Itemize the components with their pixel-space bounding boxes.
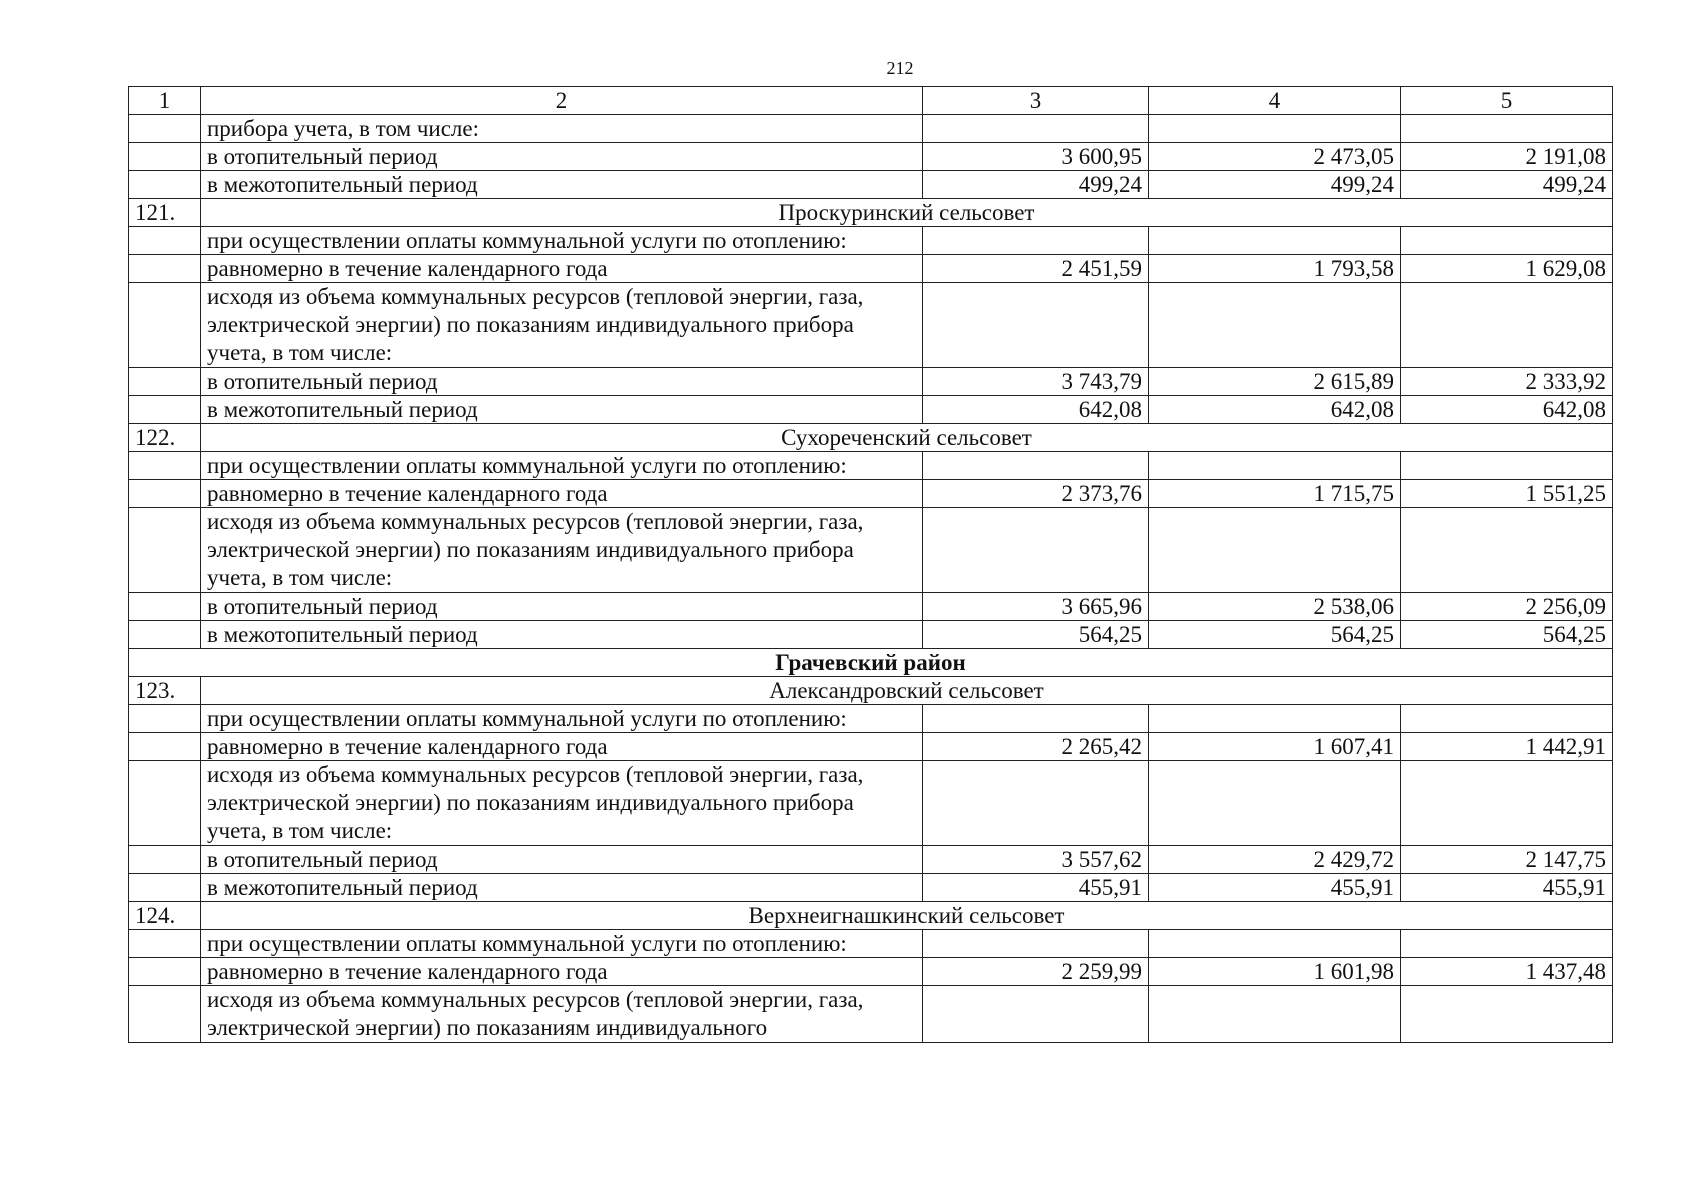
row-description: равномерно в течение календарного года xyxy=(201,255,923,283)
row-number xyxy=(129,115,201,143)
section-title: Александровский сельсовет xyxy=(201,677,1613,705)
row-number: 121. xyxy=(129,199,201,227)
table-row xyxy=(129,115,1613,143)
value-col-5: 1 442,91 xyxy=(1401,733,1613,761)
row-number xyxy=(129,986,201,1043)
row-number xyxy=(129,705,201,733)
row-description: при осуществлении оплаты коммунальной услуги по отоплению: xyxy=(201,227,923,255)
row-number xyxy=(129,733,201,761)
value-col-5: 455,91 xyxy=(1401,874,1613,902)
table-row xyxy=(129,171,1613,199)
row-description: равномерно в течение календарного года xyxy=(201,958,923,986)
row-number xyxy=(129,846,201,874)
value-col-5: 2 191,08 xyxy=(1401,143,1613,171)
value-col-5: 2 333,92 xyxy=(1401,368,1613,396)
table-row xyxy=(129,705,1613,733)
row-number xyxy=(129,621,201,649)
value-col-3: 499,24 xyxy=(923,171,1149,199)
value-col-4 xyxy=(1149,508,1401,593)
value-col-3: 2 451,59 xyxy=(923,255,1149,283)
value-col-3: 2 373,76 xyxy=(923,480,1149,508)
value-col-4: 499,24 xyxy=(1149,171,1401,199)
row-description: в отопительный период xyxy=(201,143,923,171)
row-description: исходя из объема коммунальных ресурсов (тепловой энергии, газа, электрической энергии) по показаниям индивидуального прибора учета, в том числе: xyxy=(201,283,923,368)
value-col-5 xyxy=(1401,705,1613,733)
value-col-3 xyxy=(923,508,1149,593)
table-row xyxy=(129,846,1613,874)
section-title: Проскуринский сельсовет xyxy=(201,199,1613,227)
row-number xyxy=(129,143,201,171)
row-description: исходя из объема коммунальных ресурсов (тепловой энергии, газа, электрической энергии) по показаниям индивидуального прибора учета, в том числе: xyxy=(201,508,923,593)
row-number xyxy=(129,396,201,424)
section-title: Верхнеигнашкинский сельсовет xyxy=(201,902,1613,930)
table-row xyxy=(129,143,1613,171)
row-number xyxy=(129,958,201,986)
row-number xyxy=(129,227,201,255)
value-col-3: 642,08 xyxy=(923,396,1149,424)
row-description: в отопительный период xyxy=(201,593,923,621)
value-col-3 xyxy=(923,227,1149,255)
value-col-3 xyxy=(923,986,1149,1043)
row-description: в межотопительный период xyxy=(201,874,923,902)
table-row xyxy=(129,368,1613,396)
district-title: Грачевский район xyxy=(129,649,1613,677)
header-cell: 2 xyxy=(201,87,923,115)
value-col-4 xyxy=(1149,452,1401,480)
table-body xyxy=(129,115,1613,1043)
row-number xyxy=(129,508,201,593)
value-col-3: 3 600,95 xyxy=(923,143,1149,171)
row-description: при осуществлении оплаты коммунальной услуги по отоплению: xyxy=(201,452,923,480)
table-row xyxy=(129,874,1613,902)
value-col-4: 564,25 xyxy=(1149,621,1401,649)
value-col-4: 1 601,98 xyxy=(1149,958,1401,986)
table-row xyxy=(129,480,1613,508)
value-col-5: 1 629,08 xyxy=(1401,255,1613,283)
value-col-3: 2 265,42 xyxy=(923,733,1149,761)
page-number: 212 xyxy=(886,58,914,78)
row-description: исходя из объема коммунальных ресурсов (тепловой энергии, газа, электрической энергии) по показаниям индивидуального прибора учета, в том числе: xyxy=(201,761,923,846)
row-number xyxy=(129,593,201,621)
row-description: в отопительный период xyxy=(201,368,923,396)
row-number xyxy=(129,930,201,958)
value-col-3: 2 259,99 xyxy=(923,958,1149,986)
value-col-4: 1 715,75 xyxy=(1149,480,1401,508)
section-title: Сухореченский сельсовет xyxy=(201,424,1613,452)
value-col-4 xyxy=(1149,986,1401,1043)
district-row xyxy=(129,649,1613,677)
table-row xyxy=(129,396,1613,424)
value-col-4: 2 615,89 xyxy=(1149,368,1401,396)
value-col-3 xyxy=(923,452,1149,480)
row-number xyxy=(129,761,201,846)
row-description: при осуществлении оплаты коммунальной услуги по отоплению: xyxy=(201,705,923,733)
value-col-5 xyxy=(1401,227,1613,255)
header-cell: 1 xyxy=(129,87,201,115)
value-col-5: 642,08 xyxy=(1401,396,1613,424)
value-col-4 xyxy=(1149,761,1401,846)
header-cell: 4 xyxy=(1149,87,1401,115)
row-description: исходя из объема коммунальных ресурсов (тепловой энергии, газа, электрической энергии) по показаниям индивидуального xyxy=(201,986,923,1043)
value-col-4 xyxy=(1149,227,1401,255)
value-col-3 xyxy=(923,115,1149,143)
value-col-3: 3 743,79 xyxy=(923,368,1149,396)
table-row xyxy=(129,283,1613,368)
header-cell: 5 xyxy=(1401,87,1613,115)
table-row xyxy=(129,986,1613,1043)
value-col-4: 2 429,72 xyxy=(1149,846,1401,874)
row-description: равномерно в течение календарного года xyxy=(201,480,923,508)
row-number: 124. xyxy=(129,902,201,930)
row-description: прибора учета, в том числе: xyxy=(201,115,923,143)
value-col-5: 1 551,25 xyxy=(1401,480,1613,508)
value-col-5: 564,25 xyxy=(1401,621,1613,649)
value-col-5 xyxy=(1401,761,1613,846)
value-col-5 xyxy=(1401,283,1613,368)
row-number xyxy=(129,452,201,480)
row-number xyxy=(129,283,201,368)
row-number xyxy=(129,171,201,199)
table-row xyxy=(129,733,1613,761)
value-col-5 xyxy=(1401,452,1613,480)
value-col-4: 1 793,58 xyxy=(1149,255,1401,283)
row-number xyxy=(129,480,201,508)
value-col-5: 2 256,09 xyxy=(1401,593,1613,621)
value-col-4: 1 607,41 xyxy=(1149,733,1401,761)
table-row xyxy=(129,593,1613,621)
table-row xyxy=(129,958,1613,986)
row-description: при осуществлении оплаты коммунальной услуги по отоплению: xyxy=(201,930,923,958)
header-cell: 3 xyxy=(923,87,1149,115)
row-description: в межотопительный период xyxy=(201,171,923,199)
value-col-4: 2 473,05 xyxy=(1149,143,1401,171)
row-number xyxy=(129,874,201,902)
value-col-4 xyxy=(1149,930,1401,958)
row-description: в межотопительный период xyxy=(201,621,923,649)
section-row xyxy=(129,199,1613,227)
value-col-3 xyxy=(923,705,1149,733)
value-col-5: 499,24 xyxy=(1401,171,1613,199)
value-col-3 xyxy=(923,930,1149,958)
table-row xyxy=(129,227,1613,255)
value-col-4: 455,91 xyxy=(1149,874,1401,902)
value-col-5: 1 437,48 xyxy=(1401,958,1613,986)
value-col-4: 2 538,06 xyxy=(1149,593,1401,621)
value-col-5 xyxy=(1401,508,1613,593)
value-col-3 xyxy=(923,283,1149,368)
value-col-3: 564,25 xyxy=(923,621,1149,649)
table-row xyxy=(129,621,1613,649)
row-description: равномерно в течение календарного года xyxy=(201,733,923,761)
value-col-5 xyxy=(1401,930,1613,958)
section-row xyxy=(129,424,1613,452)
section-row xyxy=(129,902,1613,930)
table-row xyxy=(129,508,1613,593)
value-col-3: 455,91 xyxy=(923,874,1149,902)
table-row xyxy=(129,761,1613,846)
value-col-4 xyxy=(1149,115,1401,143)
tariff-table xyxy=(128,86,1613,1043)
row-number xyxy=(129,368,201,396)
row-number: 122. xyxy=(129,424,201,452)
value-col-4 xyxy=(1149,283,1401,368)
value-col-5 xyxy=(1401,115,1613,143)
section-row xyxy=(129,677,1613,705)
row-description: в отопительный период xyxy=(201,846,923,874)
row-number xyxy=(129,255,201,283)
table-row xyxy=(129,930,1613,958)
value-col-3: 3 665,96 xyxy=(923,593,1149,621)
table-row xyxy=(129,255,1613,283)
table-row xyxy=(129,452,1613,480)
value-col-4 xyxy=(1149,705,1401,733)
row-number: 123. xyxy=(129,677,201,705)
value-col-5 xyxy=(1401,986,1613,1043)
value-col-3 xyxy=(923,761,1149,846)
row-description: в межотопительный период xyxy=(201,396,923,424)
value-col-3: 3 557,62 xyxy=(923,846,1149,874)
table-header-row xyxy=(129,87,1613,115)
value-col-4: 642,08 xyxy=(1149,396,1401,424)
value-col-5: 2 147,75 xyxy=(1401,846,1613,874)
